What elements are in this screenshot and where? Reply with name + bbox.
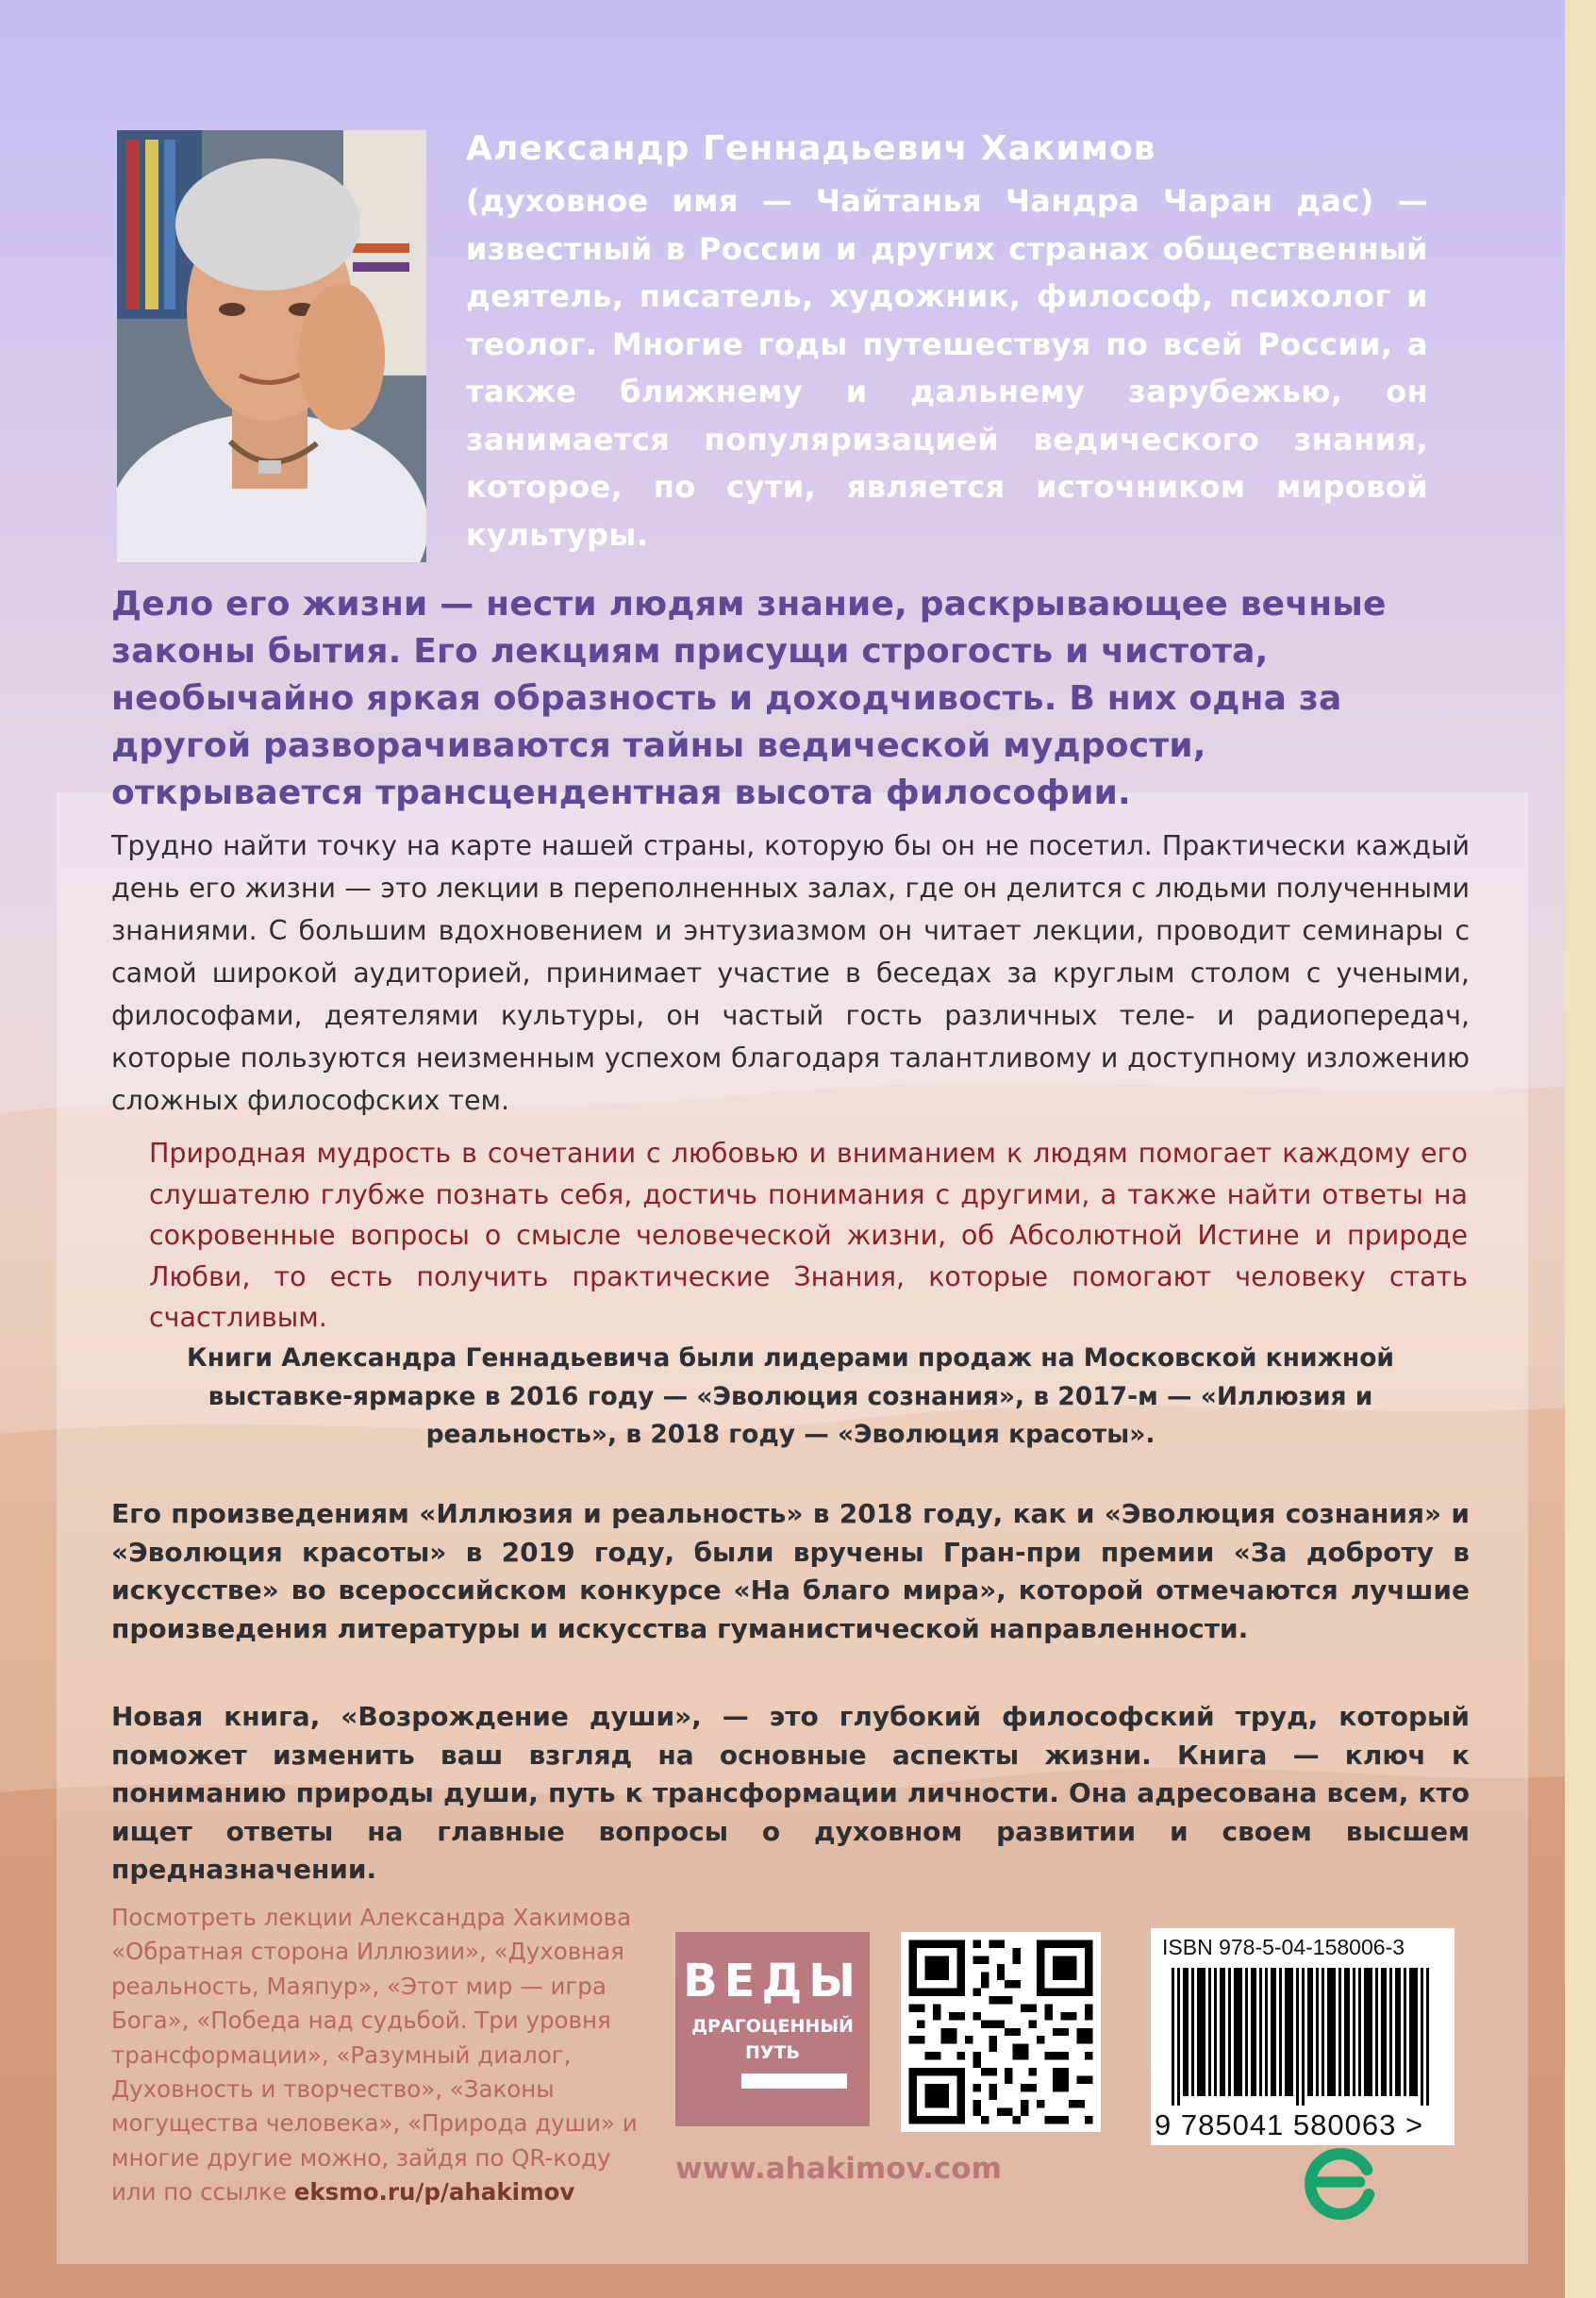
mission-paragraph: Дело его жизни — нести людям знание, раскрывающее вечные законы бытия. Его лекциям присущи строгость и чистота, необычайно яркая образность и доходчивость. В них одна за другой разворачиваются тайны ведической мудрости, открывается трансцендентная высота философии. [111,585,1387,812]
series-badge [675,1932,870,2126]
wisdom-paragraph: Природная мудрость в сочетании с любовью и вниманием к людям помогает каждому его слушателю глубже познать себя, достичь понимания с другими, а также найти ответы на сокровенные вопросы о смысле человеческой жизни, об Абсолютной Истине и природе Любви, то есть получить практические Знания, которые помогают человеку стать счастливым. [149,1138,1468,1333]
ean-digits: 9 785041 580063 > [1155,2108,1424,2141]
author-name: Александр Геннадьевич Хакимов [466,129,1156,168]
qr-code[interactable] [901,1932,1101,2132]
bestseller-paragraph: Книги Александра Геннадьевича были лидерами продаж на Московской книжной выставке-ярмарке в 2016 году — «Эволюция сознания», в 2017-м — «Иллюзия и реальность», в 2018 году — «Эволюция красоты». [187,1343,1394,1449]
author-bio: (духовное имя — Чайтанья Чандра Чаран дас) — известный в России и других странах общественный деятель, писатель, художник, философ, психолог и теолог. Многие годы путешествуя по всей России, а также ближнему и дальнему зарубежью, он занимается популяризацией ведического знания, которое, по сути, является источником мировой культуры. [466,183,1428,553]
series-title: ВЕДЫ [683,1955,862,2007]
lectures-info [111,1901,640,2210]
lectures-travel-paragraph: Трудно найти точку на карте нашей страны, которую бы он не посетил. Практически каждый день его жизни — это лекции в переполненных залах, где он делится с людьми полученными знаниями. С большим вдохновением и энтузиазмом он читает лекции, проводит семинары с самой широкой аудиторией, принимает участие в беседах за круглым столом с учеными, философами, деятелями культуры, он частый гость различных теле- и радиопередач, которые пользуются неизменным успехом благодаря талантливому и доступному изложению сложных философских тем. [111,830,1470,1116]
series-underline [741,2073,847,2089]
isbn-number: ISBN 978-5-04-158006-3 [1162,1935,1405,1959]
barcode [1172,1968,1436,2106]
lectures-link[interactable]: eksmo.ru/p/ahakimov [293,2178,575,2206]
awards-paragraph: Его произведениям «Иллюзия и реальность» в 2018 году, как и «Эволюция сознания» и «Эволюция красоты» в 2019 году, были вручены Гран-при премии «За доброту в искусстве» во всероссийском конкурсе «На благо мира», которой отмечаются лучшие произведения литературы и искусства гуманистической направленности. [111,1498,1470,1644]
isbn-barcode-box [1151,1928,1455,2145]
cover-edge-strip [1565,0,1596,2298]
series-subtitle-line2: ПУТЬ [745,2042,800,2063]
website-link[interactable]: www.ahakimov.com [675,2152,1002,2186]
author-photo [117,130,426,562]
publisher-logo [1296,2138,1385,2226]
series-subtitle-line1: ДРАГОЦЕННЫЙ [691,2016,854,2037]
lectures-text: Посмотреть лекции Александра Хакимова «Обратная сторона Иллюзии», «Духовная реальность, Маяпур», «Этот мир — игра Бога», «Победа над судьбой. Три уровня трансформации», «Разумный диалог, Духовность и творчество», «Законы могущества человека», «Природа души» и многие другие можно, зайдя по QR-коду или по ссылке [111,1904,638,2206]
new-book-paragraph: Новая книга, «Возрождение души», — это глубокий философский труд, который поможет изменить ваш взгляд на основные аспекты жизни. Книга — ключ к пониманию природы души, путь к трансформации личности. Она адресована всем, кто ищет ответы на главные вопросы о духовном развитии и своем высшем предназначении. [111,1701,1470,1885]
